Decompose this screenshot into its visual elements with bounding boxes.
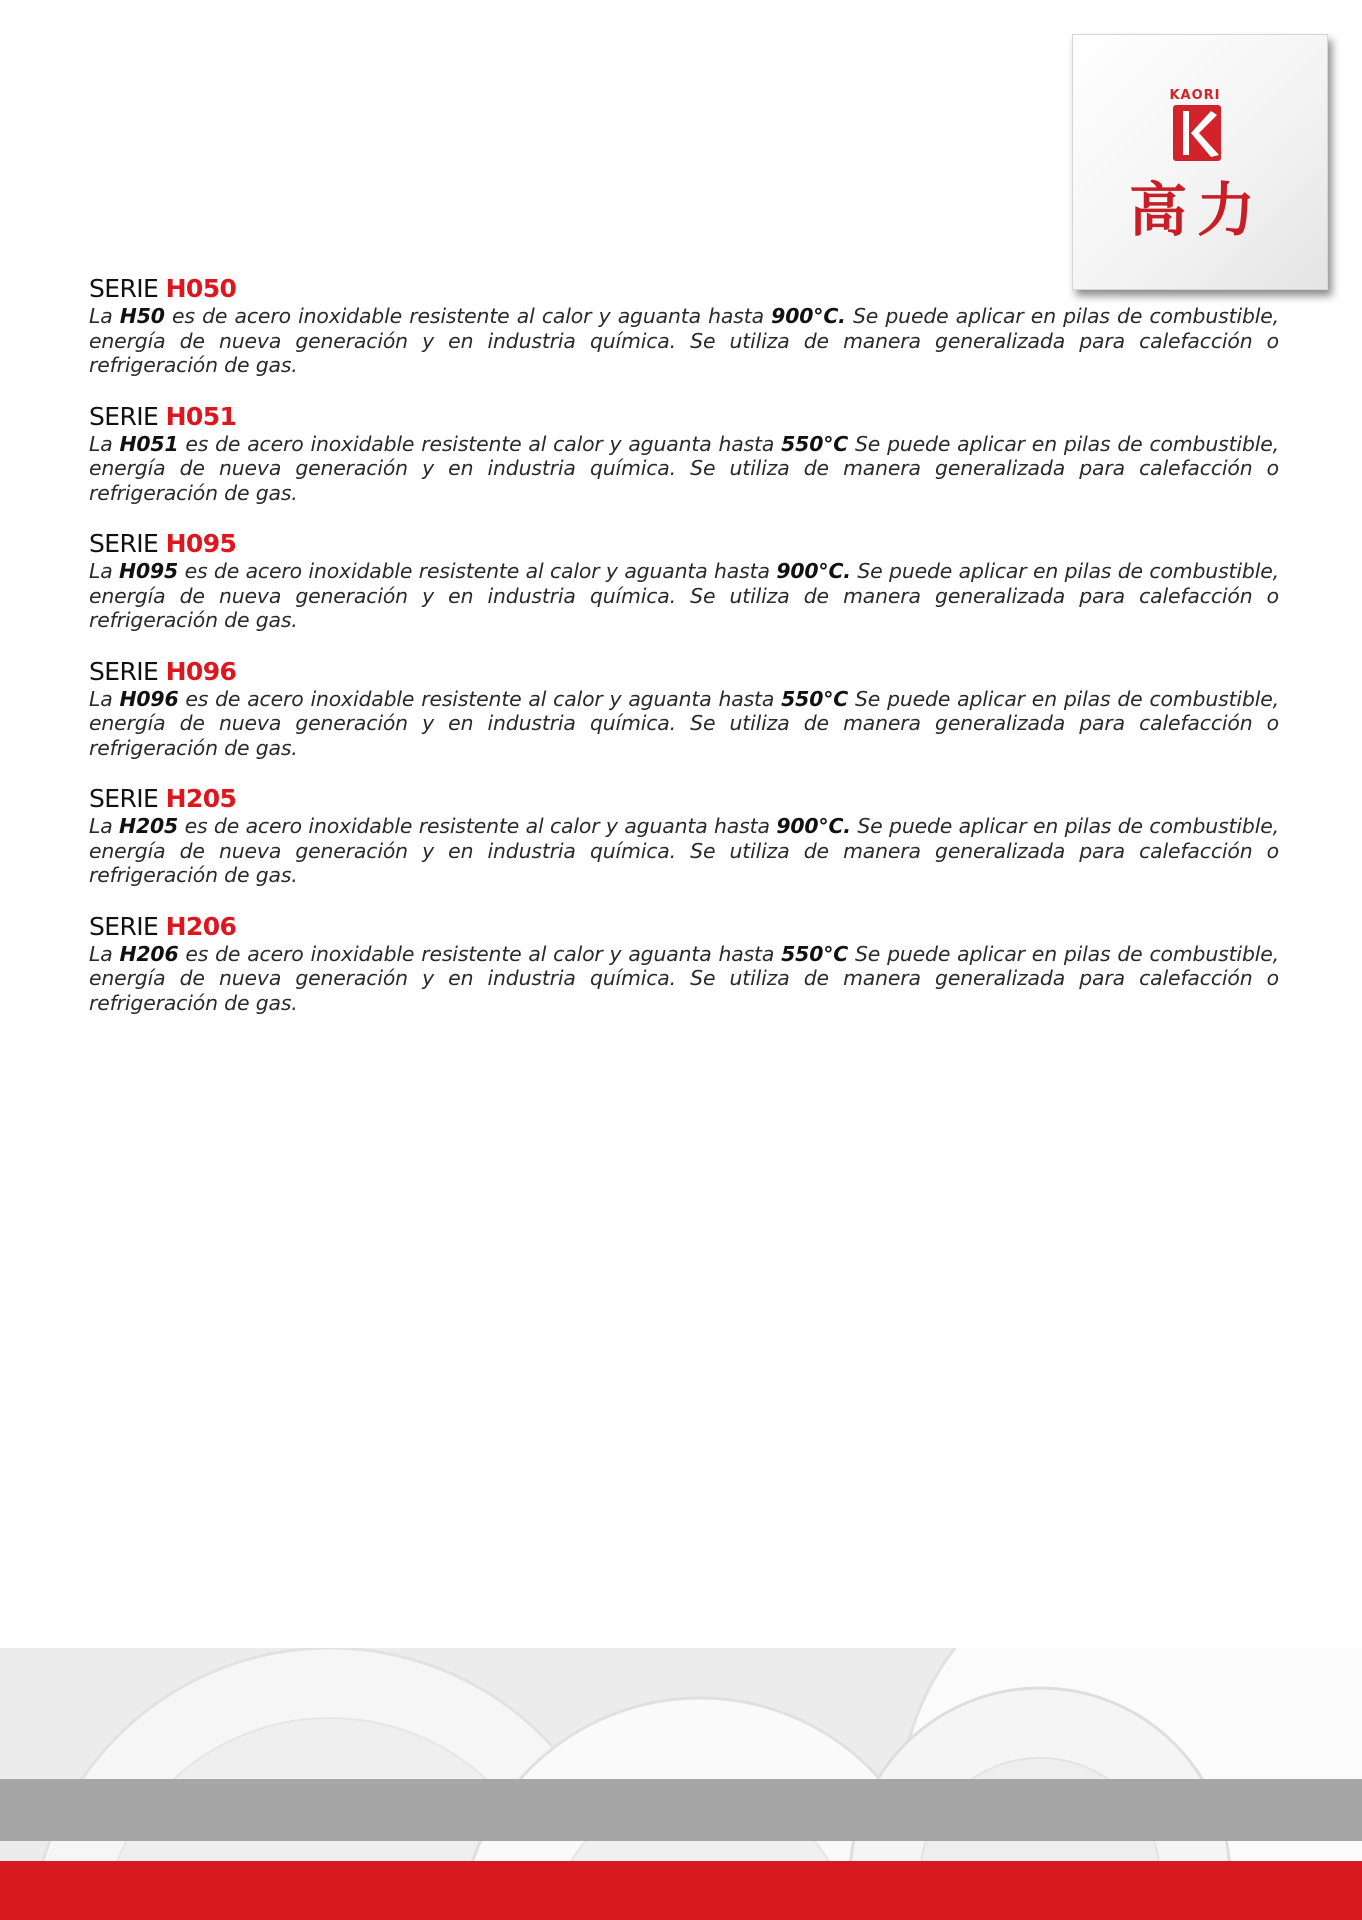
desc-middle: es de acero inoxidable resistente al calor y aguanta hasta xyxy=(185,941,775,966)
desc-model: H095 xyxy=(119,559,179,583)
desc-temperature: 900°C. xyxy=(771,304,846,328)
desc-suffix: Se puede aplicar en pilas de combustible, energía de nueva generación y en industria química. Se utiliza de manera generalizada para calefacción o refrigeración de gas. xyxy=(89,559,1279,632)
brand-logo xyxy=(1072,34,1328,290)
desc-middle: es de acero inoxidable resistente al calor y aguanta hasta xyxy=(184,559,770,583)
series-heading xyxy=(89,657,1279,687)
desc-middle: es de acero inoxidable resistente al calor y aguanta hasta xyxy=(185,431,775,456)
series-description xyxy=(89,559,1279,633)
desc-middle: es de acero inoxidable resistente al calor y aguanta hasta xyxy=(172,304,764,328)
series-description xyxy=(89,687,1279,761)
series-heading xyxy=(89,402,1279,432)
series-heading xyxy=(89,274,1279,304)
desc-middle: es de acero inoxidable resistente al calor y aguanta hasta xyxy=(185,686,775,711)
series-code: H205 xyxy=(165,784,237,813)
series-list xyxy=(89,274,1279,1039)
series-label: SERIE xyxy=(89,911,159,941)
footer-rings-graphic xyxy=(0,1648,1362,1878)
footer-red-band xyxy=(0,1861,1362,1920)
desc-prefix: La xyxy=(89,559,113,583)
desc-temperature: 550°C xyxy=(781,686,849,711)
desc-model: H096 xyxy=(119,686,179,711)
desc-temperature: 550°C xyxy=(781,941,849,966)
desc-prefix: La xyxy=(89,304,113,328)
series-label: SERIE xyxy=(89,656,159,686)
desc-prefix: La xyxy=(89,686,113,711)
series-description xyxy=(89,304,1279,378)
series-code: H050 xyxy=(165,274,237,303)
series-code: H096 xyxy=(165,656,237,686)
series-item xyxy=(89,274,1279,378)
series-code: H051 xyxy=(165,401,237,431)
series-code: H206 xyxy=(165,911,237,941)
footer-gray-band xyxy=(0,1779,1362,1841)
desc-temperature: 550°C xyxy=(781,431,849,456)
series-label: SERIE xyxy=(89,401,159,431)
desc-suffix: Se puede aplicar en pilas de combustible, energía de nueva generación y en industria química. Se utiliza de manera generalizada para calefacción o refrigeración de gas. xyxy=(89,941,1279,1015)
logo-characters: 高力 xyxy=(1128,176,1266,244)
desc-model: H50 xyxy=(119,304,165,328)
desc-suffix: Se puede aplicar en pilas de combustible, energía de nueva generación y en industria química. Se utiliza de manera generalizada para calefacción o refrigeración de gas. xyxy=(89,686,1279,760)
desc-model: H051 xyxy=(119,431,179,456)
series-heading xyxy=(89,912,1279,942)
series-code: H095 xyxy=(165,529,237,558)
desc-temperature: 900°C. xyxy=(776,814,851,838)
desc-suffix: Se puede aplicar en pilas de combustible, energía de nueva generación y en industria química. Se utiliza de manera generalizada para calefacción o refrigeración de gas. xyxy=(89,304,1279,377)
series-description xyxy=(89,942,1279,1016)
desc-temperature: 900°C. xyxy=(776,559,851,583)
desc-prefix: La xyxy=(89,814,113,838)
series-heading xyxy=(89,529,1279,559)
desc-middle: es de acero inoxidable resistente al calor y aguanta hasta xyxy=(184,814,770,838)
series-label: SERIE xyxy=(89,274,159,303)
series-label: SERIE xyxy=(89,784,159,813)
desc-suffix: Se puede aplicar en pilas de combustible, energía de nueva generación y en industria química. Se utiliza de manera generalizada para calefacción o refrigeración de gas. xyxy=(89,814,1279,887)
series-heading xyxy=(89,784,1279,814)
series-label: SERIE xyxy=(89,529,159,558)
footer-decoration xyxy=(0,1648,1362,1878)
desc-prefix: La xyxy=(89,941,113,966)
logo-brand-text: KAORI xyxy=(1169,88,1221,103)
series-description xyxy=(89,432,1279,506)
series-item xyxy=(89,784,1279,888)
desc-prefix: La xyxy=(89,431,113,456)
logo-mark-stroke xyxy=(1183,111,1189,155)
series-description xyxy=(89,814,1279,888)
desc-model: H206 xyxy=(119,941,179,966)
series-item xyxy=(89,657,1279,761)
kaori-logo-icon xyxy=(1073,35,1327,289)
series-item xyxy=(89,402,1279,506)
desc-suffix: Se puede aplicar en pilas de combustible, energía de nueva generación y en industria química. Se utiliza de manera generalizada para calefacción o refrigeración de gas. xyxy=(89,431,1279,505)
series-item xyxy=(89,529,1279,633)
desc-model: H205 xyxy=(119,814,179,838)
series-item xyxy=(89,912,1279,1016)
